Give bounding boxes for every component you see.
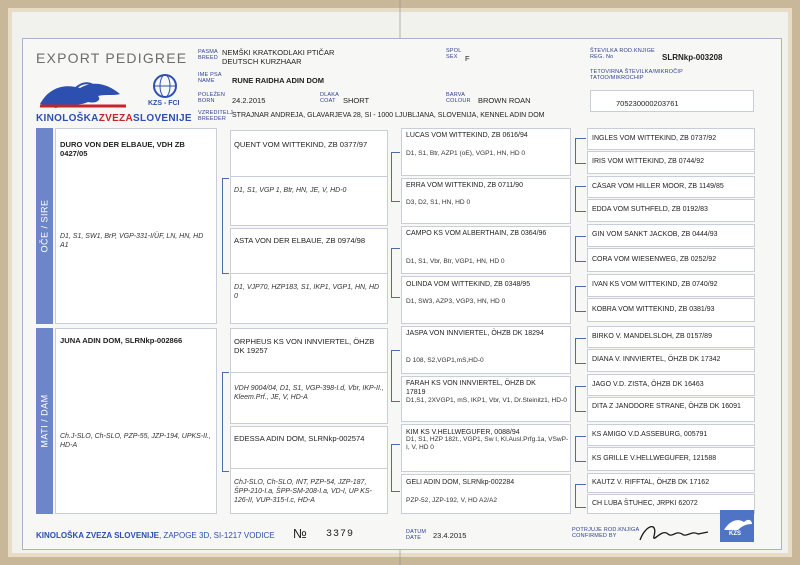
gen3-name-3: CAMPO KS VOM ALBERTHAIN, ZB 0364/96	[406, 230, 547, 237]
sex-value: F	[465, 54, 470, 63]
gen4-name-6: CORA VOM WIESENWEG, ZB 0252/92	[592, 256, 717, 263]
gen4-name-1: INGLES VOM WITTEKIND, ZB 0737/92	[592, 135, 717, 142]
gen3-titles-1: D1, S1, Btr, AZP1 (oE), VGP1, HN, HD 0	[406, 150, 526, 157]
sire-titles: D1, S1, SW1, BrP, VGP-331-I/ÜF, LN, HN, HD A1	[60, 233, 204, 249]
org-name-part-3: SLOVENIJE	[132, 113, 192, 124]
sire-side-label: OČE / SIRE	[39, 199, 50, 253]
gen4-bracket-5	[575, 338, 586, 364]
gen3-bracket-4	[391, 444, 400, 492]
document-title: EXPORT PEDIGREE	[36, 50, 188, 66]
tattoo-label-en: TATOO/MIKROCHIP	[590, 75, 644, 81]
signature	[636, 520, 712, 546]
gen4-name-7: IVAN KS VOM WITTEKIND, ZB 0740/92	[592, 281, 718, 288]
born-date: 24.2.2015	[232, 96, 266, 105]
colour-label-en: COLOUR	[446, 98, 471, 104]
gen2-divider-2	[230, 273, 388, 274]
gen2-bracket-dam	[222, 372, 229, 472]
gen3-name-7: KIM KS V.HELLWEGUFER, 0088/94	[406, 429, 520, 436]
gen2-titles-4: ChJ-SLO, Ch-SLO, INT, PZP-54, JZP-187, ŠPP-210-I.a, ŠPP-SM-208-I.a, VD-I, UP KS-126-II, VUP-315-I.c, HD-A	[234, 479, 372, 504]
name-label-sl: IME PSA	[198, 72, 222, 78]
kzs-stamp-logo	[718, 508, 756, 544]
gen3-name-4: OLINDA VOM WITTEKIND, ZB 0348/95	[406, 281, 531, 288]
colour-label-sl: BARVA	[446, 92, 466, 98]
gen4-name-4: EDDA VOM SUTHFELD, ZB 0192/83	[592, 206, 708, 213]
issue-date: 23.4.2015	[433, 531, 467, 540]
confirmed-by-label-en: CONFIRMED BY	[572, 533, 617, 539]
microchip-number: 705230000203761	[616, 99, 679, 108]
coat-label	[320, 92, 339, 104]
name-label	[198, 72, 222, 84]
gen3-titles-2: D3, D2, S1, HN, HD 0	[406, 199, 471, 206]
gen3-name-5: JASPA VON INNVIERTEL, ÖHZB DK 18294	[406, 330, 544, 337]
colour-value: BROWN ROAN	[478, 96, 531, 105]
gen3-name-6: FARAH KS VON INNVIERTEL, ÖHZB DK 17819	[406, 380, 536, 396]
gen2-name-1: QUENT VOM WITTEKIND, ZB 0377/97	[234, 140, 368, 149]
date-label-en: DATE	[406, 535, 422, 541]
gen4-bracket-2	[575, 186, 586, 212]
footer-org-address: , ZAPOGE 3D, SI-1217 VODICE	[158, 531, 275, 540]
gen4-name-2: IRIS VOM WITTEKIND, ZB 0744/92	[592, 158, 705, 165]
gen2-name-2: ASTA VON DER ELBAUE, ZB 0974/98	[234, 236, 366, 245]
dam-titles: Ch.J-SLO, Ch-SLO, PZP-55, JZP-194, UPKS-II., HD-A	[60, 433, 211, 449]
sex-label-sl: SPOL	[446, 48, 462, 54]
tattoo-label	[590, 69, 683, 81]
dog-name: RUNE RAIDHA ADIN DOM	[232, 76, 324, 85]
gen2-divider-1	[230, 176, 388, 177]
gen4-name-5: GIN VOM SANKT JACKOB, ZB 0444/93	[592, 231, 718, 238]
gen4-name-8: KOBRA VOM WITTEKIND, ZB 0381/93	[592, 306, 715, 313]
number-symbol: №	[293, 526, 307, 541]
dam-name: JUNA ADIN DOM, SLRNkp-002866	[60, 336, 183, 345]
gen4-name-9: BIRKO V. MANDELSLOH, ZB 0157/89	[592, 333, 712, 340]
gen2-titles-2: D1, VJP70, HZP183, S1, IKP1, VGP1, HN, HD 0	[234, 284, 380, 300]
gen3-bracket-3	[391, 350, 400, 402]
dam-box	[55, 328, 217, 514]
gen3-titles-4: D1, SW3, AZP3, VGP3, HN, HD 0	[406, 298, 506, 305]
born-label-en: BORN	[198, 98, 215, 104]
name-label-en: NAME	[198, 78, 215, 84]
kzs-stamp-text: KZS	[729, 531, 741, 537]
gen2-name-3: ORPHEUS KS VON INNVIERTEL, ÖHZB DK 19257	[234, 337, 375, 355]
gen4-bracket-3	[575, 236, 586, 262]
reg-label-en: REG. No	[590, 54, 614, 60]
breeder-label-en: BREEDER	[198, 116, 226, 122]
serial-number: 3379	[326, 529, 355, 540]
org-name-part-1: KINOLOŠKA	[36, 113, 99, 124]
reg-number: SLRNkp-003208	[662, 53, 723, 62]
dam-side-bar	[36, 328, 53, 514]
gen4-bracket-8	[575, 484, 586, 508]
breed-label	[198, 49, 218, 61]
kzs-fci-label: KZS - FCI	[148, 100, 180, 107]
coat-label-sl: DLAKA	[320, 92, 340, 98]
breeder-label	[198, 110, 233, 122]
gen2-titles-3: VDH 9004/04, D1, S1, VGP-398-I.d, Vbr, IKP-II., Kleem.Prf., JE, V, HD-A	[234, 385, 384, 401]
gen4-bracket-7	[575, 436, 586, 462]
gen3-name-8: GELI ADIN DOM, SLRNkp-002284	[406, 479, 515, 486]
reg-label-sl: ŠTEVILKA ROD.KNJIGE	[590, 48, 655, 54]
org-name-part-2: ZVEZA	[98, 113, 133, 124]
footer-address	[36, 531, 275, 540]
gen3-titles-5: D 108, S2,VGP1,mS,HD-0	[406, 357, 484, 364]
gen4-bracket-6	[575, 386, 586, 412]
colour-label	[446, 92, 471, 104]
gen2-titles-1: D1, S1, VGP 1, Btr, HN, JE, V, HD-0	[234, 187, 347, 194]
breed-value-2: DEUTSCH KURZHAAR	[222, 57, 302, 66]
sire-name: DURO VON DER ELBAUE, VDH ZB 0427/05	[60, 140, 185, 158]
gen4-name-15: KAUTZ V. RIFFTAL, ÖHZB DK 17162	[592, 479, 710, 486]
coat-label-en: COAT	[320, 98, 336, 104]
date-label	[406, 529, 426, 541]
gen4-name-11: JAGO V.D. ZISTA, ÖHZB DK 16463	[592, 381, 704, 388]
dam-side-label: MATI / DAM	[39, 394, 50, 448]
gen3-bracket-2	[391, 248, 400, 298]
gen4-name-14: KS GRILLE V.HELLWEGUFER, 121588	[592, 455, 717, 462]
born-label-sl: POLEŽEN	[198, 92, 226, 98]
gen2-name-4: EDESSA ADIN DOM, SLRNkp-002574	[234, 434, 365, 443]
footer-org-name: KINOLOŠKA ZVEZA SLOVENIJE	[36, 531, 159, 540]
breed-value-1: NEMŠKI KRATKODLAKI PTIČAR	[222, 48, 335, 57]
gen2-bracket-sire	[222, 178, 229, 274]
confirmed-by-label	[572, 527, 639, 539]
gen2-divider-4	[230, 468, 388, 469]
org-logo-text	[36, 113, 192, 124]
breed-label-sl: PASMA	[198, 49, 218, 55]
fci-globe-icon	[148, 72, 182, 102]
sex-label	[446, 48, 461, 60]
gen4-name-13: KS AMIGO V.D.ASSEBURG, 005791	[592, 431, 708, 438]
gen3-titles-6: D1,S1, 2XVGP1, mS, IKP1, Vbr, V1, Dr.Steinitz1, HD-0	[406, 397, 567, 404]
confirmed-by-label-sl: POTRJUJE ROD.KNJIGA	[572, 527, 640, 533]
gen3-titles-3: D1, S1, Vbr, Btr, VGP1, HN, HD 0	[406, 258, 505, 265]
tattoo-label-sl: TETOVIRNA ŠTEVILKA/MIKROČIP	[590, 69, 684, 75]
gen4-bracket-1	[575, 138, 586, 164]
gen4-name-12: DITA Z JANODORE STRANE, ÖHZB DK 16091	[592, 403, 741, 410]
kzs-dog-logo	[36, 74, 132, 110]
breed-label-en: BREED	[198, 55, 218, 61]
coat-value: SHORT	[343, 96, 370, 105]
reg-label	[590, 48, 655, 60]
gen3-name-1: LUCAS VOM WITTEKIND, ZB 0616/94	[406, 132, 528, 139]
gen4-name-16: CH LUBA ŠTUHEC, JRPKI 62072	[592, 500, 698, 507]
gen3-name-2: ERRA VOM WITTEKIND, ZB 0711/90	[406, 182, 523, 189]
gen4-name-10: DIANA V. INNVIERTEL, ÖHZB DK 17342	[592, 356, 721, 363]
gen3-bracket-1	[391, 152, 400, 202]
gen2-divider-3	[230, 372, 388, 373]
born-label	[198, 92, 225, 104]
breeder-value: STRAJNAR ANDREJA, GLAVARJEVA 28, SI - 1000 LJUBLJANA, SLOVENIJA, KENNEL ADIN DOM	[232, 112, 545, 119]
date-label-sl: DATUM	[406, 529, 427, 535]
gen4-bracket-4	[575, 286, 586, 312]
gen3-titles-7: D1, S1, HZP 182t., VGP1, Sw I, Kl.Ausl.Prfg.1a, VSwP-I, V, HD 0	[406, 436, 569, 451]
breeder-label-sl: VZREDITELJ	[198, 110, 234, 116]
gen4-name-3: CÄSAR VOM HILLER MOOR, ZB 1149/85	[592, 183, 724, 190]
sire-side-bar	[36, 128, 53, 324]
sex-label-en: SEX	[446, 54, 458, 60]
gen3-titles-8: PZP-52, JZP-192, V, HD A2/A2	[406, 497, 498, 504]
